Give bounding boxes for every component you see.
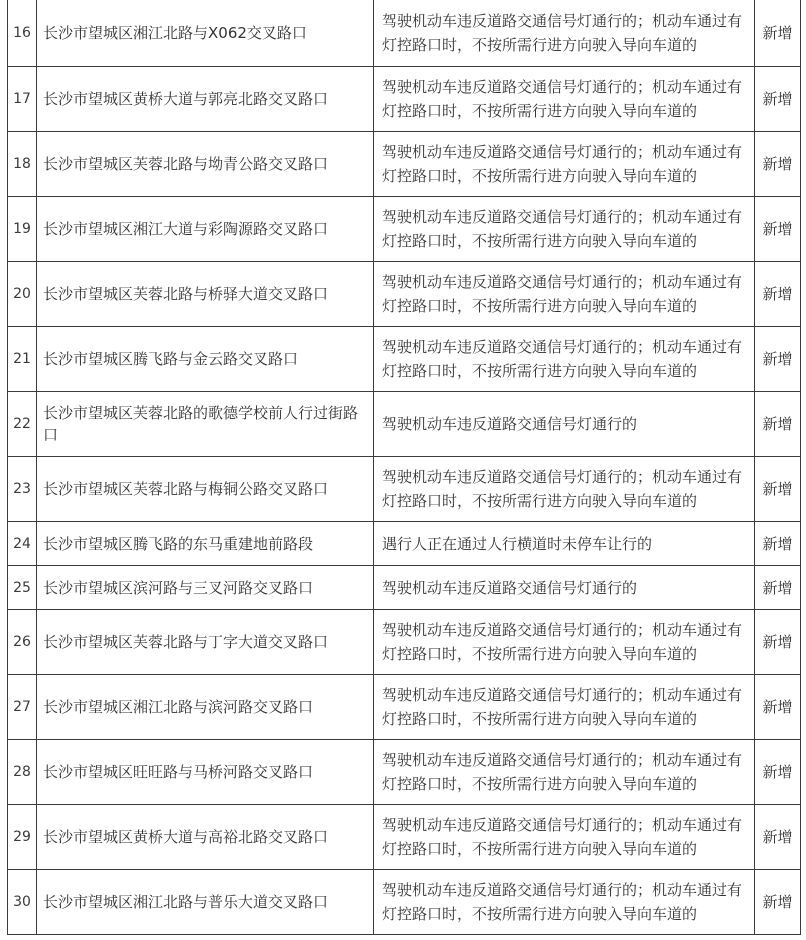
violation-text: 驾驶机动车违反道路交通信号灯通行的；机动车通过有灯控路口时，不按所需行进方向驶入导向车道的	[382, 208, 743, 250]
location-cell	[37, 610, 374, 675]
violation-cell	[374, 805, 755, 870]
location-text: 长沙市望城区湘江大道与彩陶源路交叉路口	[43, 220, 329, 238]
violation-text: 驾驶机动车违反道路交通信号灯通行的；机动车通过有灯控路口时，不按所需行进方向驶入导向车道的	[382, 12, 743, 54]
row-number: 26	[8, 610, 37, 675]
violation-cell	[374, 262, 755, 327]
row-number: 28	[8, 740, 37, 805]
location-cell	[37, 132, 374, 197]
violation-text: 驾驶机动车违反道路交通信号灯通行的；机动车通过有灯控路口时，不按所需行进方向驶入导向车道的	[382, 78, 743, 120]
location-text: 长沙市望城区芙蓉北路与丁字大道交叉路口	[43, 633, 329, 651]
row-number: 30	[8, 870, 37, 935]
location-cell	[37, 327, 374, 392]
location-text: 长沙市望城区芙蓉北路与坳青公路交叉路口	[43, 155, 329, 173]
location-text: 长沙市望城区黄桥大道与高裕北路交叉路口	[43, 828, 329, 846]
location-cell	[37, 197, 374, 262]
table-row	[8, 197, 801, 262]
status-cell: 新增	[755, 610, 801, 675]
violation-text: 驾驶机动车违反道路交通信号灯通行的；机动车通过有灯控路口时，不按所需行进方向驶入导向车道的	[382, 338, 743, 380]
location-cell	[37, 740, 374, 805]
row-number: 24	[8, 522, 37, 566]
violation-cell	[374, 870, 755, 935]
location-cell	[37, 522, 374, 566]
location-cell	[37, 870, 374, 935]
row-number: 17	[8, 67, 37, 132]
location-cell	[37, 0, 374, 67]
status-cell: 新增	[755, 566, 801, 610]
violation-text: 驾驶机动车违反道路交通信号灯通行的；机动车通过有灯控路口时，不按所需行进方向驶入导向车道的	[382, 816, 743, 858]
row-number: 25	[8, 566, 37, 610]
location-text: 长沙市望城区芙蓉北路的歌德学校前人行过街路口	[43, 404, 359, 444]
violation-cell	[374, 566, 755, 610]
location-text: 长沙市望城区黄桥大道与郭亮北路交叉路口	[43, 90, 329, 108]
violation-text: 驾驶机动车违反道路交通信号灯通行的	[382, 415, 638, 433]
row-number: 27	[8, 675, 37, 740]
location-cell	[37, 805, 374, 870]
status-cell: 新增	[755, 522, 801, 566]
location-text: 长沙市望城区湘江北路与普乐大道交叉路口	[43, 893, 329, 911]
table-row	[8, 675, 801, 740]
location-text: 长沙市望城区滨河路与三叉河路交叉路口	[43, 578, 314, 597]
table-row	[8, 0, 801, 67]
row-number: 20	[8, 262, 37, 327]
status-cell: 新增	[755, 740, 801, 805]
violation-cell	[374, 740, 755, 805]
location-text: 长沙市望城区腾飞路与金云路交叉路口	[43, 350, 299, 368]
status-cell: 新增	[755, 67, 801, 132]
table-body	[8, 0, 801, 935]
violation-text: 驾驶机动车违反道路交通信号灯通行的；机动车通过有灯控路口时，不按所需行进方向驶入导向车道的	[382, 686, 743, 728]
location-text: 长沙市望城区腾飞路的东马重建地前路段	[43, 534, 314, 553]
violation-text: 驾驶机动车违反道路交通信号灯通行的；机动车通过有灯控路口时，不按所需行进方向驶入导向车道的	[382, 751, 743, 793]
row-number: 21	[8, 327, 37, 392]
location-cell	[37, 566, 374, 610]
violation-cell	[374, 197, 755, 262]
violation-cell	[374, 610, 755, 675]
status-cell: 新增	[755, 327, 801, 392]
status-cell: 新增	[755, 675, 801, 740]
status-cell: 新增	[755, 457, 801, 522]
location-text: 长沙市望城区芙蓉北路与梅铜公路交叉路口	[43, 480, 329, 498]
table-row	[8, 610, 801, 675]
row-number: 18	[8, 132, 37, 197]
location-text: 长沙市望城区旺旺路与马桥河路交叉路口	[43, 763, 314, 781]
violation-text: 驾驶机动车违反道路交通信号灯通行的；机动车通过有灯控路口时，不按所需行进方向驶入导向车道的	[382, 143, 743, 185]
location-text: 长沙市望城区芙蓉北路与桥驿大道交叉路口	[43, 285, 329, 303]
violation-cell	[374, 457, 755, 522]
table-row	[8, 566, 801, 610]
violation-cell	[374, 132, 755, 197]
row-number: 19	[8, 197, 37, 262]
status-cell: 新增	[755, 870, 801, 935]
table-row	[8, 262, 801, 327]
location-cell	[37, 392, 374, 457]
status-cell: 新增	[755, 262, 801, 327]
violation-text: 遇行人正在通过人行横道时未停车让行的	[382, 534, 653, 553]
violation-cell	[374, 675, 755, 740]
row-number: 22	[8, 392, 37, 457]
table-row	[8, 392, 801, 457]
violation-text: 驾驶机动车违反道路交通信号灯通行的；机动车通过有灯控路口时，不按所需行进方向驶入导向车道的	[382, 621, 743, 663]
location-text: 长沙市望城区湘江北路与X062交叉路口	[43, 24, 307, 42]
violation-locations-table	[7, 0, 801, 935]
table-row	[8, 740, 801, 805]
row-number: 29	[8, 805, 37, 870]
location-text: 长沙市望城区湘江北路与滨河路交叉路口	[43, 698, 314, 716]
violation-cell	[374, 392, 755, 457]
violation-text: 驾驶机动车违反道路交通信号灯通行的；机动车通过有灯控路口时，不按所需行进方向驶入导向车道的	[382, 273, 743, 315]
table-row	[8, 132, 801, 197]
table-row	[8, 870, 801, 935]
table-row	[8, 805, 801, 870]
violation-cell	[374, 327, 755, 392]
location-cell	[37, 262, 374, 327]
table-row	[8, 67, 801, 132]
violation-cell	[374, 522, 755, 566]
row-number: 23	[8, 457, 37, 522]
violation-text: 驾驶机动车违反道路交通信号灯通行的；机动车通过有灯控路口时，不按所需行进方向驶入导向车道的	[382, 881, 743, 923]
violation-cell	[374, 67, 755, 132]
table-row	[8, 327, 801, 392]
location-cell	[37, 67, 374, 132]
location-cell	[37, 457, 374, 522]
table-row	[8, 457, 801, 522]
row-number: 16	[8, 0, 37, 67]
table-row	[8, 522, 801, 566]
status-cell: 新增	[755, 392, 801, 457]
status-cell: 新增	[755, 805, 801, 870]
violation-text: 驾驶机动车违反道路交通信号灯通行的	[382, 578, 638, 597]
violation-cell	[374, 0, 755, 67]
status-cell: 新增	[755, 132, 801, 197]
status-cell: 新增	[755, 0, 801, 67]
status-cell: 新增	[755, 197, 801, 262]
location-cell	[37, 675, 374, 740]
violation-text: 驾驶机动车违反道路交通信号灯通行的；机动车通过有灯控路口时，不按所需行进方向驶入导向车道的	[382, 468, 743, 510]
